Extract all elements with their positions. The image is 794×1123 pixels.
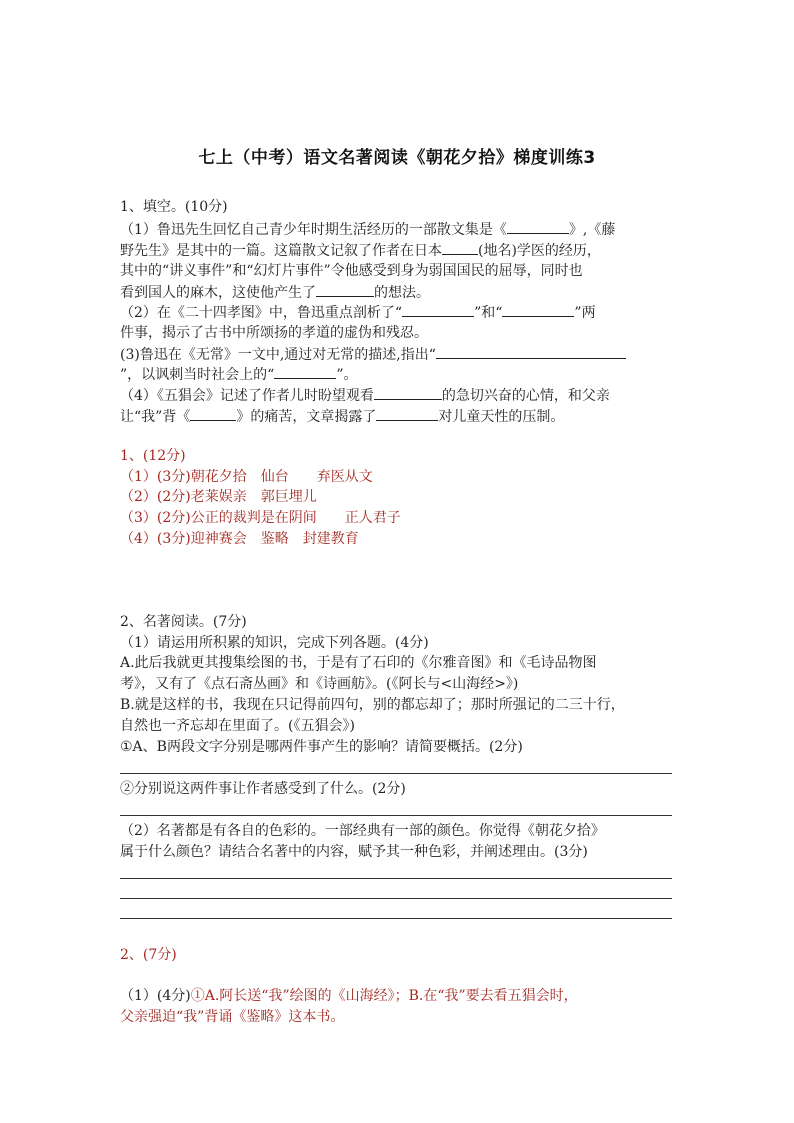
answer-line[interactable] [120,898,672,899]
q1-s3-text-b: ”，以讽刺当时社会上的“ [120,367,275,383]
q1-s4-text-e: 对儿童天性的压制。 [438,409,565,425]
q1-s4-text-d: 》的痛苦，文章揭露了 [236,409,377,425]
q1-s2-text-b: ”和“ [474,305,503,321]
a1-line4 [120,529,359,549]
a1-l4-points: （4）(3分) [120,531,191,547]
a1-l4-ans1: 迎神赛会 [190,531,247,547]
a1-l2-ans2: 郭巨埋儿 [260,489,317,505]
a1-line1 [120,467,373,487]
q1-s2-text-a: （2）在《二十四孝图》中，鲁迅重点剖析了“ [120,305,403,321]
a1-l2-ans1: 老莱娱亲 [190,489,247,505]
a1-l3-ans1: 公正的裁判是在阴间 [190,510,317,526]
q1-s3-text-c: ”。 [336,367,358,383]
q1-s2-line2: 件事，揭示了古书中所颂扬的孝道的虚伪和残忍。 [120,325,428,341]
a1-l1-ans1: 朝花夕拾 [190,469,247,485]
q1-s1-text-f: 看到国人的麻木，这使他产生了 [120,285,316,301]
q1-s1-text-b: 》,《藤 [568,222,616,238]
a1-l3-points: （3）(2分) [120,510,191,526]
q2-passage-a-line2: 考》，又有了《点石斋丛画》和《诗画舫》。(《阿长与<山海经>》) [120,676,519,692]
q1-s4-text-c: 让“我”背《 [120,409,191,425]
q2-part2-line1: （2）名著都是有各自的色彩的。一部经典有一部的颜色。你觉得《朝花夕拾》 [120,823,605,839]
a2-heading: 2、(7分) [120,947,177,963]
answer-line[interactable] [120,773,672,774]
q1-s1-line1 [120,219,615,240]
a1-l1-points: （1）(3分) [120,469,191,485]
a1-l2-points: （2）(2分) [120,489,191,505]
q1-s1-text-d: (地名)学医的经历， [478,243,601,259]
a2-points: （1）(4分) [120,988,191,1004]
a2-line2: 父亲强迫“我”背诵《鉴略》这本书。 [120,1009,345,1025]
q1-s1-line2 [120,240,601,261]
q2-part2-line2: 属于什么颜色？请结合名著中的内容，赋予其一种色彩，并阐述理由。(3分) [120,844,588,860]
answer-blank[interactable] [374,385,442,400]
q1-s2-line1 [120,302,596,323]
answer-line[interactable] [120,878,672,879]
q2-subq1: ①A、B两段文字分别是哪两件事产生的影响？请简要概括。(2分) [120,739,523,755]
q2-heading: 2、名著阅读。(7分) [120,614,247,630]
q1-s2-text-c: ”两 [574,305,596,321]
answer-blank[interactable] [507,219,569,234]
q1-s1-text-g: 的想法。 [374,285,430,301]
a1-heading: 1、(12分) [120,448,186,464]
a2-answer-1: ①A.阿长送“我”绘图的《山海经》；B.在“我”要去看五猖会时， [190,988,578,1004]
q1-s3-line2 [120,364,358,385]
answer-blank[interactable] [402,302,474,317]
a1-l3-ans2: 正人君子 [344,510,401,526]
a1-l4-ans3: 封建教育 [302,531,359,547]
q2-passage-b-line1: B.就是这样的书，我现在只记得前四句，别的都忘却了；那时所强记的二三十行， [120,697,625,713]
answer-blank[interactable] [316,282,374,297]
q2-passage-b-line2: 自然也一齐忘却在里面了。(《五猖会》) [120,718,355,734]
q2-passage-a-line1: A.此后我就更其搜集绘图的书，于是有了石印的《尔雅音图》和《毛诗品物图 [120,655,597,671]
page-title: 七上（中考）语文名著阅读《朝花夕拾》梯度训练3 [198,148,596,168]
answer-line[interactable] [120,815,672,816]
a2-line1 [120,986,578,1006]
q1-heading: 1、填空。(10分) [120,199,228,215]
a1-line2 [120,487,317,507]
a1-l1-ans2: 仙台 [260,469,289,485]
q1-s1-line3: 其中的“讲义事件”和“幻灯片事件”令他感受到身为弱国国民的屈辱，同时也 [120,263,583,279]
q1-s4-text-a: （4）《五猖会》记述了作者儿时盼望观看 [120,388,374,404]
q1-s1-text-a: （1）鲁迅先生回忆自己青少年时期生活经历的一部散文集是《 [120,222,507,238]
q2-intro: （1）请运用所积累的知识，完成下列各题。(4分) [120,635,429,651]
answer-blank[interactable] [442,240,478,255]
a1-l4-ans2: 鉴略 [260,531,289,547]
q1-s4-line1 [120,385,610,406]
q1-s4-line2 [120,406,564,427]
answer-blank[interactable] [376,406,438,421]
answer-line[interactable] [120,918,672,919]
answer-blank[interactable] [502,302,574,317]
q1-s1-line4 [120,282,430,303]
answer-blank[interactable] [436,344,626,359]
a1-l1-ans3: 弃医从文 [316,469,373,485]
q1-s4-text-b: 的急切兴奋的心情，和父亲 [441,388,610,404]
q1-s1-text-c: 野先生》是其中的一篇。这篇散文记叙了作者在日本 [120,243,442,259]
answer-blank[interactable] [190,406,236,421]
answer-blank[interactable] [274,364,336,379]
a1-line3 [120,508,401,528]
q1-s3-line1 [120,344,626,365]
q2-subq2: ②分别说这两件事让作者感受到了什么。(2分) [120,781,406,797]
q1-s3-text-a: (3)鲁迅在《无常》一文中,通过对无常的描述,指出“ [120,347,436,363]
